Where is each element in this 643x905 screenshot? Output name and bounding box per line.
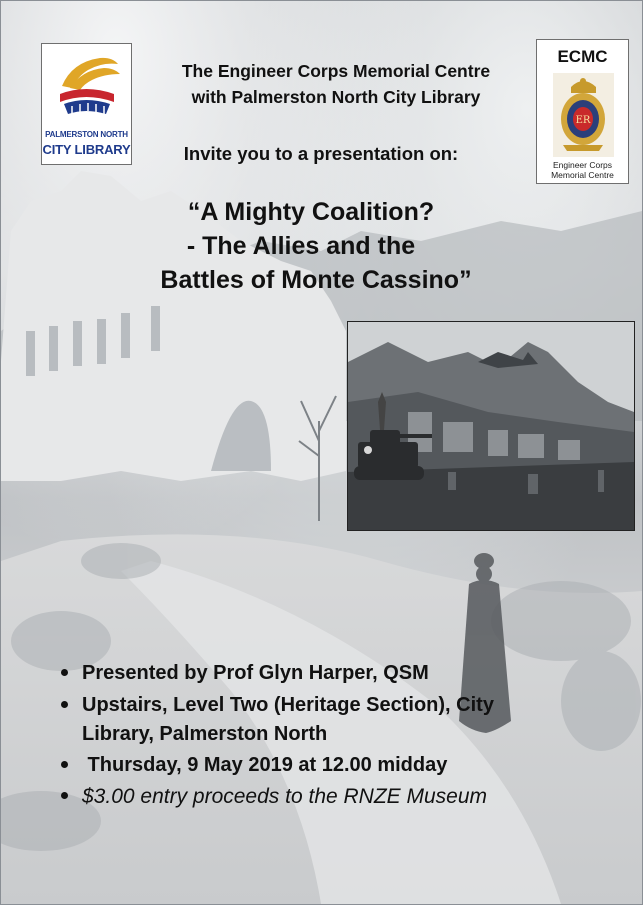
date-time-text: Thursday, 9 May 2019 at 12.00 midday bbox=[82, 754, 448, 776]
ecmc-caption-line1: Engineer Corps bbox=[552, 160, 613, 170]
title-line2: - The Allies and the bbox=[186, 232, 416, 260]
ecmc-title: ECMC bbox=[557, 47, 608, 66]
list-item bbox=[59, 782, 619, 811]
presenter-text: Presented by Prof Glyn Harper, QSM bbox=[82, 662, 429, 684]
invite-line: Invite you to a presentation on: bbox=[183, 143, 459, 164]
list-item bbox=[59, 659, 619, 688]
details-list bbox=[59, 659, 619, 811]
tank-photo bbox=[347, 321, 635, 531]
venue-text-line2: Library, Palmerston North bbox=[82, 723, 328, 745]
library-logo-line2: CITY LIBRARY bbox=[42, 142, 131, 157]
header-line2: with Palmerston North City Library bbox=[191, 87, 481, 107]
header-line1: The Engineer Corps Memorial Centre bbox=[181, 61, 491, 81]
list-item bbox=[59, 691, 619, 749]
library-logo-line1: PALMERSTON NORTH bbox=[45, 130, 128, 139]
bullet-dot-icon bbox=[61, 761, 68, 768]
ecmc-caption-line2: Memorial Centre bbox=[551, 170, 614, 180]
entry-fee-text: $3.00 entry proceeds to the RNZE Museum bbox=[82, 785, 488, 808]
bullet-dot-icon bbox=[61, 669, 68, 676]
tank-photo-scene bbox=[348, 322, 634, 530]
title-line1: “A Mighty Coalition? bbox=[187, 198, 435, 226]
venue-text-line1: Upstairs, Level Two (Heritage Section), City bbox=[82, 694, 494, 716]
list-item bbox=[59, 751, 619, 780]
title-line3: Battles of Monte Cassino” bbox=[160, 266, 472, 294]
bullet-dot-icon bbox=[61, 792, 68, 799]
bullet-dot-icon bbox=[61, 701, 68, 708]
svg-text:ER: ER bbox=[575, 115, 591, 126]
